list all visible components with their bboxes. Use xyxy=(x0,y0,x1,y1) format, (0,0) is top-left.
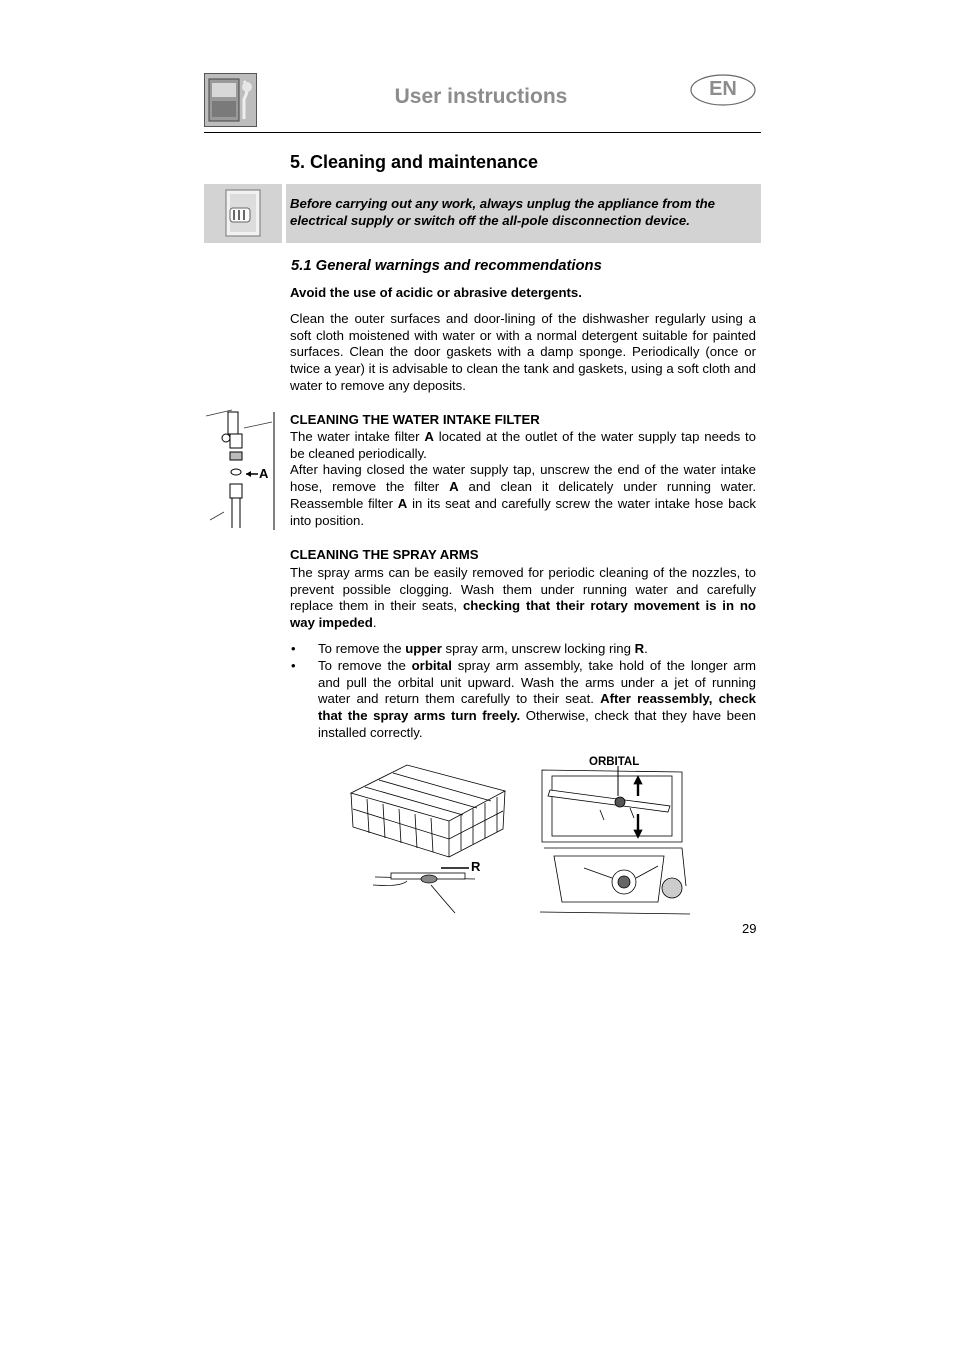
locking-ring-r-label: R xyxy=(471,859,481,874)
emphasis: checking that their rotary movement is in no way impeded xyxy=(290,598,756,631)
filter-ref: A xyxy=(397,495,408,511)
language-label: EN xyxy=(709,78,737,100)
filter-a-label: A xyxy=(259,466,269,481)
orbital-label: ORBITAL xyxy=(589,756,640,768)
upper-arm-bullet xyxy=(318,641,756,658)
text-run: The water intake filter xyxy=(290,429,425,444)
orbital-arm-tank-illustration xyxy=(540,766,690,916)
text-run: . xyxy=(372,615,377,631)
text-run: The spray arms can be easily removed for periodic cleaning of the nozzles, to prevent possible clogging. Wash them under running water and carefully replace them in their seats, xyxy=(290,565,756,614)
general-paragraph: Clean the outer surfaces and door-lining of the dishwasher regularly using a soft cloth moistened with water or with a normal detergent suitable for painted surfaces. Clean the door gaskets with a damp sponge. Periodically (once or twice a year) it is advisable to clean the tank and gaskets, using a soft cloth and water to remove any deposits. xyxy=(290,311,756,393)
spray-arms-heading: CLEANING THE SPRAY ARMS xyxy=(290,547,479,562)
avoid-detergents-note: Avoid the use of acidic or abrasive detergents. xyxy=(290,285,582,300)
text-run: and clean it delicately under running water. Reassemble filter xyxy=(290,479,756,511)
text-run: After having closed the water supply tap, unscrew the end of the water intake hose, remove the filter xyxy=(290,462,756,495)
water-filter-heading: CLEANING THE WATER INTAKE FILTER xyxy=(290,412,540,427)
text-run: To remove the xyxy=(318,641,406,656)
page-header-title: User instructions xyxy=(394,85,568,108)
emphasis: After reassembly, check that the spray arms turn freely. xyxy=(318,691,756,724)
water-filter-paragraph xyxy=(290,429,756,529)
bullet-symbol: • xyxy=(291,658,296,673)
text-run: in its seat and carefully screw the water intake hose back into position. xyxy=(290,495,756,528)
section-title: 5. Cleaning and maintenance xyxy=(290,152,539,172)
text-run: spray arm assembly, take hold of the longer arm and pull the orbital unit upward. Wash the arms under a jet of running water and return them carefully to their seat. xyxy=(318,658,756,707)
text-run: Otherwise, check that they have been installed correctly. xyxy=(318,708,756,740)
plug-warning-icon xyxy=(204,184,282,243)
text-run: To remove the xyxy=(318,658,412,673)
filter-ref: A xyxy=(449,479,459,495)
bullet-symbol: • xyxy=(291,641,296,656)
text-run: spray arm, unscrew locking ring xyxy=(441,641,635,656)
page-number: 29 xyxy=(742,921,757,936)
subsection-title: 5.1 General warnings and recommendations xyxy=(291,258,602,274)
upper-basket-illustration xyxy=(345,757,510,917)
emphasis: R xyxy=(634,641,645,656)
filter-ref: A xyxy=(424,429,434,444)
header-divider xyxy=(204,132,761,133)
orbital-arm-bullet xyxy=(318,658,756,742)
dishwasher-logo-icon xyxy=(204,73,257,127)
emphasis: orbital xyxy=(411,658,452,673)
warning-text: Before carrying out any work, always unplug the appliance from the electrical supply or switch off the all-pole disconnection device. xyxy=(290,196,716,228)
spray-arms-paragraph xyxy=(290,565,756,632)
text-run: located at the outlet of the water supply tap needs to be cleaned periodically. xyxy=(290,429,756,461)
text-run: . xyxy=(644,641,648,656)
emphasis: upper xyxy=(405,641,442,656)
